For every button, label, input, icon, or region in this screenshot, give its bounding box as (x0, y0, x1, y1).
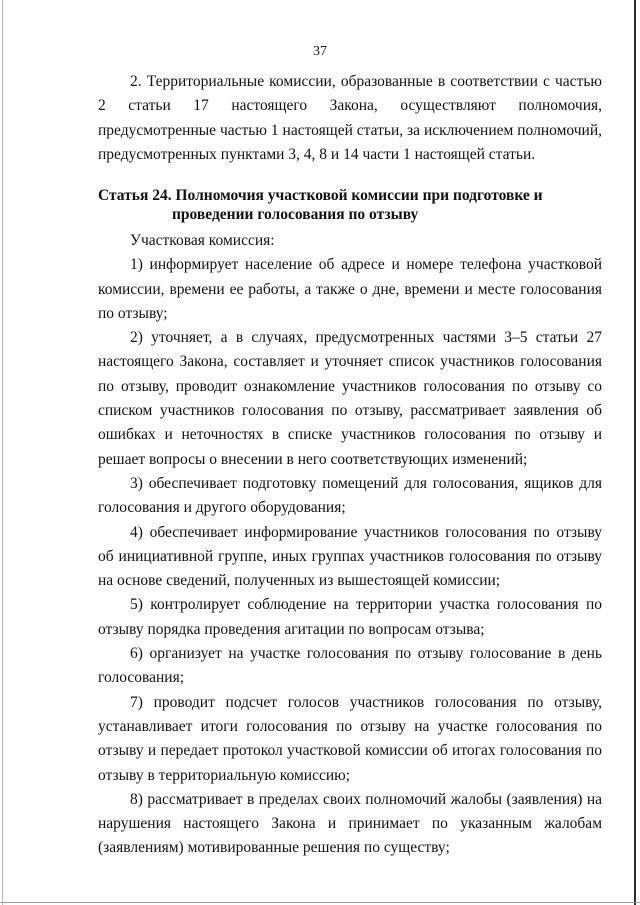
article-lead: Участковая комиссия: (130, 232, 275, 249)
article-item-5: 5) контролирует соблюдение на территории участка голосования по отзыву порядка проведения агитации по вопросам отзыва; (98, 596, 602, 638)
article-item-8: 8) рассматривает в пределах своих полномочий жалобы (заявления) на нарушения настоящего Закона и принимает по указанным жалобам (заявлениям) мотивированные решения по существу; (98, 790, 602, 857)
page-number: 37 (313, 44, 327, 59)
intro-paragraph: 2. Территориальные комиссии, образованные в соответствии с частью 2 статьи 17 настоящего Закона, осуществляют полномочия, предусмотренные частью 1 настоящей статьи, за исключением полномочий, предусмотренных пунктами 3, 4, 8 и 14 части 1 настоящей статьи. (98, 73, 602, 163)
article-heading-line1: Статья 24. Полномочия участковой комиссии при подготовке и (98, 187, 543, 204)
article-item-7: 7) проводит подсчет голосов участников голосования по отзыву, устанавливает итоги голосования по отзыву на участке голосования по отзыву и передает протокол участковой комиссии об итогах голосования по отзыву в территориальную комиссию; (98, 693, 602, 784)
scan-edge-left (2, 0, 3, 905)
article-item-3: 3) обеспечивает подготовку помещений для голосования, ящиков для голосования и другого оборудования; (98, 474, 602, 517)
scan-edge-bottom (0, 902, 640, 903)
article-item-6: 6) организует на участке голосования по отзыву голосование в день голосования; (98, 645, 602, 687)
article-heading (98, 186, 602, 224)
article-body (98, 229, 602, 861)
article-item-1: 1) информирует население об адресе и номере телефона участковой комиссии, времени ее работы, а также о дне, времени и месте голосования по отзыву; (98, 256, 602, 322)
intro-section (98, 70, 602, 167)
article-item-2: 2) уточняет, а в случаях, предусмотренных частями 3–5 статьи 27 настоящего Закона, составляет и уточняет список участников голосования по отзыву, проводит ознакомление участников голосования по отзыву со списком участников голосования по отзыву, рассматривает заявления об ошибках и неточностях в списке участников голосования по отзыву и решает вопросы о внесении в него соответствующих изменений; (98, 329, 602, 468)
article-heading-line2: проведении голосования по отзыву (172, 206, 419, 223)
article-item-4: 4) обеспечивает информирование участников голосования по отзыву об инициативной группе, иных группах участников голосования по отзыву на основе сведений, полученных из вышестоящей комиссии; (98, 523, 602, 590)
scan-edge-right (634, 0, 636, 905)
